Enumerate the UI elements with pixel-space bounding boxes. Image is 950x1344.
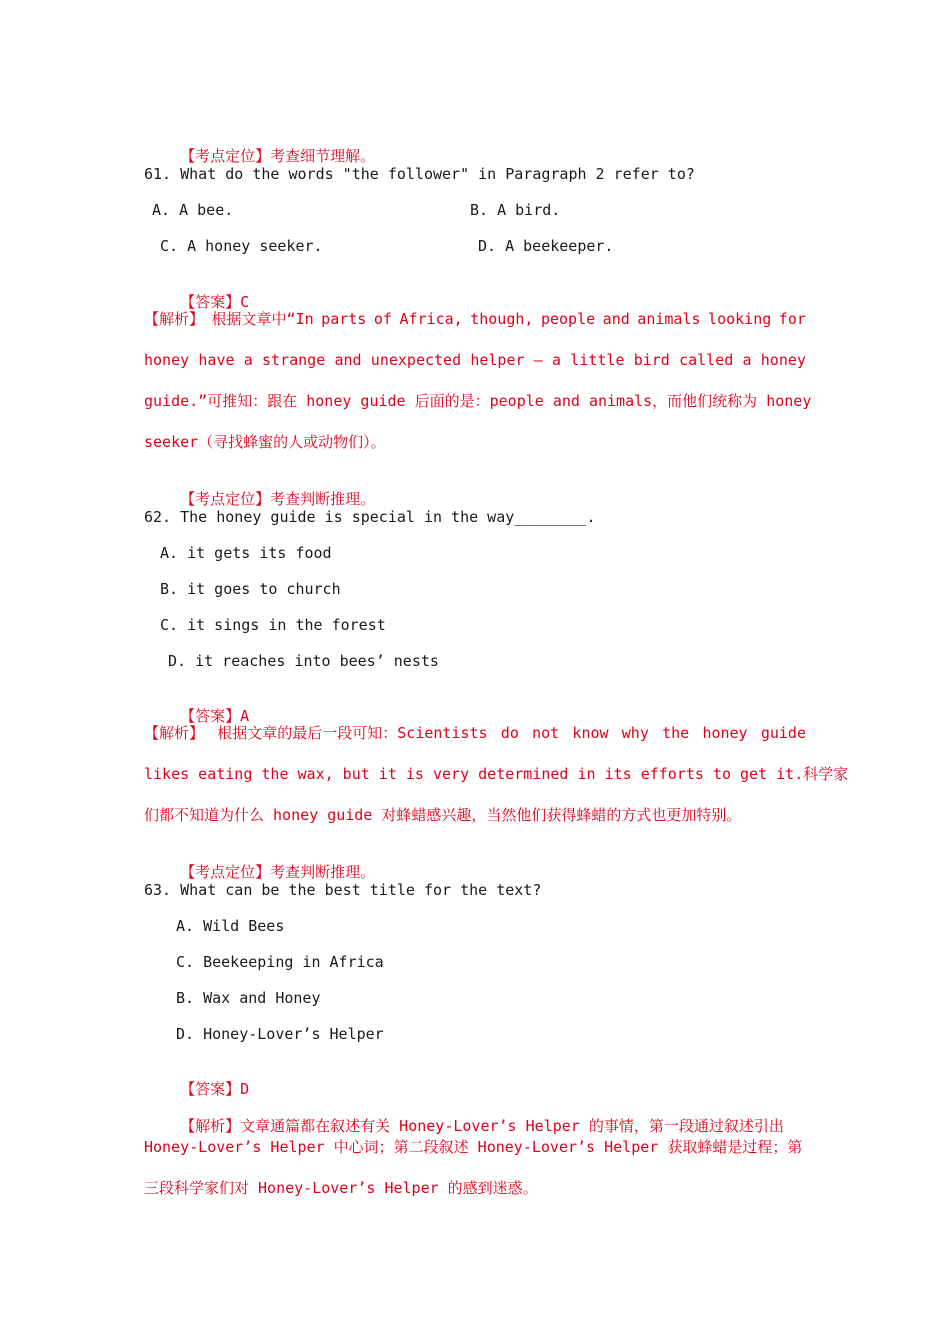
q62-option-c: C. it sings in the forest [160, 616, 386, 634]
q63-analysis-line-2: Honey-Lover’s Helper 中心词；第二段叙述 Honey-Lover’s Helper 获取蜂蜡是过程；第 [144, 1138, 803, 1156]
analysis-word: and [334, 351, 362, 369]
answer-tag: 【答案】 [180, 293, 241, 311]
analysis-word: 根据文章中“In [211, 310, 314, 328]
q61-analysis-line-4: seeker（寻找蜂蜜的人或动物们）。 [144, 433, 386, 451]
analysis-word: a [243, 351, 253, 369]
analysis-word: unexpected [370, 351, 462, 369]
q61-analysis-line-2 [144, 350, 806, 370]
analysis-word: the [662, 724, 690, 742]
q62-analysis-line-1 [144, 723, 806, 743]
analysis-word: not [532, 724, 560, 742]
question-62-stem: 62. The honey guide is special in the way________. [144, 508, 596, 526]
q61-option-c: C. A honey seeker. [160, 237, 323, 255]
q63-analysis-line-3: 三段科学家们对 Honey-Lover’s Helper 的感到迷惑。 [144, 1179, 538, 1197]
q62-analysis-line-3: 们都不知道为什么 honey guide 对蜂蜡感兴趣，当然他们获得蜂蜡的方式也更加特别。 [144, 806, 742, 824]
analysis-word: for [778, 310, 806, 328]
q63-option-b: B. Wax and Honey [176, 989, 321, 1007]
question-63-stem: 63. What can be the best title for the text? [144, 881, 542, 899]
q62-analysis-line-2: likes eating the wax, but it is very determined in its efforts to get it.科学家 [144, 765, 849, 783]
analysis-word: of [373, 310, 392, 328]
analysis-word: 根据文章的最后一段可知：Scientists [217, 724, 488, 742]
q61-analysis-line-1 [144, 309, 806, 329]
q61-option-b: B. A bird. [470, 201, 561, 219]
analysis-word: people [540, 310, 596, 328]
analysis-word: Africa, [399, 310, 463, 328]
analysis-word: strange [262, 351, 326, 369]
analysis-word: and [602, 310, 630, 328]
q63-option-d: D. Honey-Lover’s Helper [176, 1025, 384, 1043]
analysis-word: a [742, 351, 752, 369]
analysis-word: honey [702, 724, 748, 742]
analysis-word: animals [637, 310, 701, 328]
q61-option-a: A. A bee. [152, 201, 234, 219]
analysis-tag: 【解析】 [144, 310, 205, 328]
q61-analysis-line-3: guide.”可推知：跟在 honey guide 后面的是：people and animals，而他们统称为 honey [144, 392, 812, 410]
analysis-word: guide [760, 724, 806, 742]
analysis-word: little [570, 351, 625, 369]
analysis-text: 文章通篇都在叙述有关 Honey-Lover’s Helper 的事情，第一段通过叙述引出 [240, 1117, 784, 1135]
analysis-word: bird [633, 351, 670, 369]
analysis-word: why [621, 724, 649, 742]
q61-option-d: D. A beekeeper. [478, 237, 614, 255]
q62-option-b: B. it goes to church [160, 580, 341, 598]
kaodian-tag: 【考点定位】 [180, 147, 271, 165]
question-61-stem: 61. What do the words "the follower" in Paragraph 2 refer to? [144, 165, 695, 183]
kaodian-text: 考查细节理解。 [270, 147, 376, 165]
analysis-tag: 【解析】 [144, 724, 205, 742]
analysis-word: looking [708, 310, 772, 328]
kaodian-text: 考查判断推理。 [270, 863, 376, 881]
analysis-word: though, [470, 310, 534, 328]
q63-option-a: A. Wild Bees [176, 917, 285, 935]
analysis-word: — [533, 351, 543, 369]
q62-option-d: D. it reaches into bees’ nests [168, 652, 439, 670]
q63-option-c: C. Beekeeping in Africa [176, 953, 384, 971]
analysis-tag: 【解析】 [180, 1117, 241, 1135]
kaodian-text: 考查判断推理。 [270, 490, 376, 508]
answer-value: C [240, 293, 250, 311]
analysis-word: know [572, 724, 609, 742]
analysis-word: honey [760, 351, 806, 369]
answer-tag: 【答案】 [180, 707, 241, 725]
analysis-word: a [552, 351, 562, 369]
analysis-word: have [198, 351, 235, 369]
answer-value: D [240, 1080, 250, 1098]
answer-value: A [240, 707, 250, 725]
analysis-word: honey [144, 351, 190, 369]
analysis-word: do [500, 724, 519, 742]
kaodian-tag: 【考点定位】 [180, 490, 271, 508]
analysis-word: called [679, 351, 734, 369]
answer-tag: 【答案】 [180, 1080, 241, 1098]
q62-option-a: A. it gets its food [160, 544, 332, 562]
analysis-word: helper [470, 351, 525, 369]
kaodian-tag: 【考点定位】 [180, 863, 271, 881]
analysis-word: parts [321, 310, 367, 328]
